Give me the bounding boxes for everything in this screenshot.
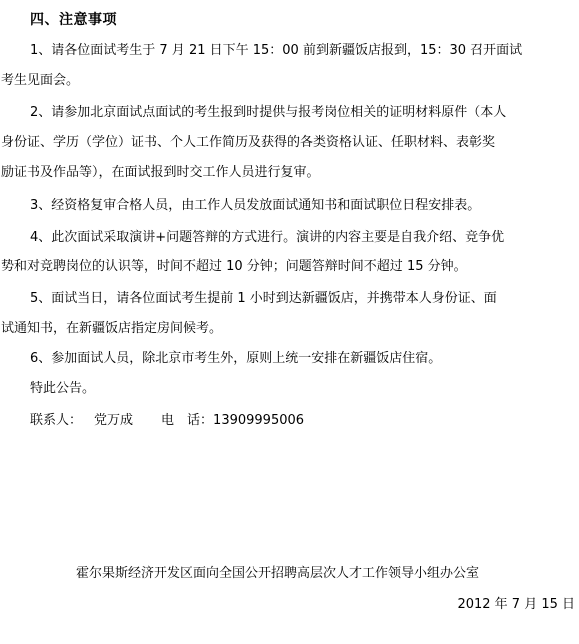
contact-label: 联系人：	[30, 413, 83, 428]
paragraph-line: 3、经资格复审合格人员，由工作人员发放面试通知书和面试职位日程安排表。	[30, 198, 481, 213]
paragraph-line: 特此公告。	[30, 381, 96, 396]
paragraph-line: 4、此次面试采取演讲+问题答辩的方式进行。演讲的内容主要是自我介绍、竞争优	[30, 230, 505, 245]
paragraph-line: 励证书及作品等），在面试报到时交工作人员进行复审。	[1, 165, 320, 180]
phone-number: 13909995006	[213, 413, 305, 428]
issuing-organization: 霍尔果斯经济开发区面向全国公开招聘高层次人才工作领导小组办公室	[76, 566, 480, 581]
contact-info	[30, 412, 304, 430]
paragraph-line: 考生见面会。	[1, 73, 80, 88]
paragraph-line: 2、请参加北京面试点面试的考生报到时提供与报考岗位相关的证明材料原件（本人	[30, 105, 507, 120]
paragraph-line: 身份证、学历（学位）证书、个人工作简历及获得的各类资格认证、任职材料、表彰奖	[1, 135, 496, 150]
phone-label: 电 话：	[161, 413, 214, 428]
paragraph-line: 6、参加面试人员，除北京市考生外，原则上统一安排在新疆饭店住宿。	[30, 351, 442, 366]
contact-name: 党万成	[94, 413, 134, 428]
section-heading: 四、注意事项	[30, 12, 117, 28]
paragraph-line: 1、请各位面试考生于 7 月 21 日下午 15：00 前到新疆饭店报到，15：30 召开面试	[30, 43, 523, 58]
paragraph-line: 势和对竞聘岗位的认识等，时间不超过 10 分钟；问题答辩时间不超过 15 分钟。	[1, 259, 467, 274]
issue-date: 2012 年 7 月 15 日	[457, 597, 575, 612]
paragraph-line: 5、面试当日，请各位面试考生提前 1 小时到达新疆饭店，并携带本人身份证、面	[30, 291, 497, 306]
paragraph-line: 试通知书，在新疆饭店指定房间候考。	[1, 321, 223, 336]
